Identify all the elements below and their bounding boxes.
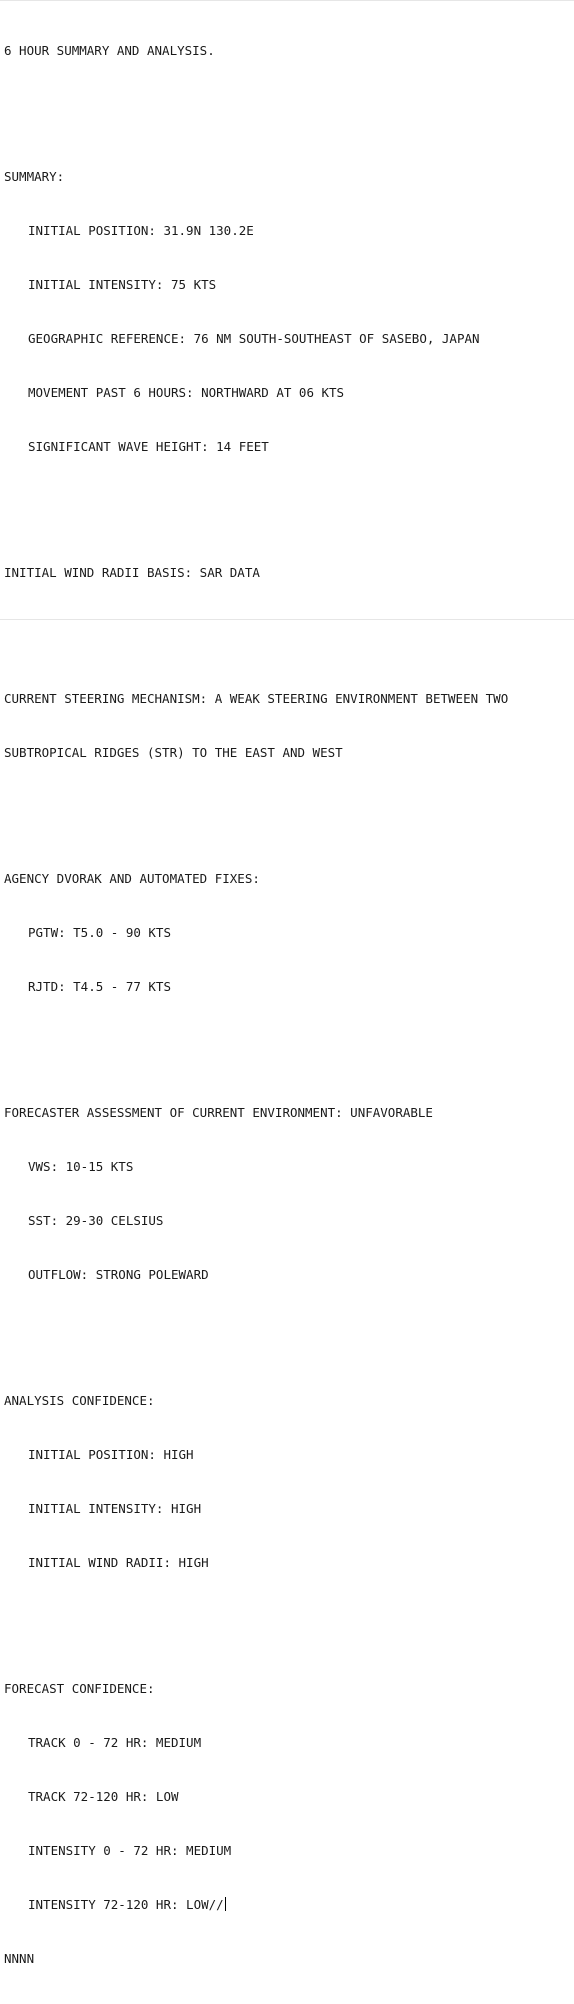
steering-line-1: CURRENT STEERING MECHANISM: A WEAK STEERING ENVIRONMENT BETWEEN TWO — [4, 691, 509, 706]
summary-heading: SUMMARY: — [4, 169, 65, 184]
sst-line: SST: 29-30 CELSIUS — [28, 1213, 164, 1228]
intensity-72-120-row — [4, 1896, 508, 1914]
blank-line — [4, 1320, 508, 1338]
pgtw-fix-line: PGTW: T5.0 - 90 KTS — [28, 925, 171, 940]
track-0-72-line: TRACK 0 - 72 HR: MEDIUM — [28, 1735, 202, 1750]
rjtd-fix-line: RJTD: T4.5 - 77 KTS — [28, 979, 171, 994]
top-divider — [0, 0, 574, 1]
forecast-confidence-heading: FORECAST CONFIDENCE: — [4, 1681, 155, 1696]
initial-position-line: INITIAL POSITION: 31.9N 130.2E — [28, 223, 254, 238]
bottom-divider — [0, 619, 574, 620]
initial-intensity-line: INITIAL INTENSITY: 75 KTS — [28, 277, 217, 292]
wind-radii-basis-line: INITIAL WIND RADII BASIS: SAR DATA — [4, 565, 260, 580]
bulletin-text[interactable] — [4, 6, 508, 2004]
blank-line — [4, 798, 508, 816]
analysis-wind-radii-line: INITIAL WIND RADII: HIGH — [28, 1555, 209, 1570]
environment-heading: FORECASTER ASSESSMENT OF CURRENT ENVIRONMENT: UNFAVORABLE — [4, 1105, 433, 1120]
footer-line: NNNN — [4, 1951, 35, 1966]
wave-height-line: SIGNIFICANT WAVE HEIGHT: 14 FEET — [28, 439, 269, 454]
blank-line — [4, 618, 508, 636]
intensity-72-120-line: INTENSITY 72-120 HR: LOW// — [28, 1897, 224, 1912]
blank-line — [4, 1608, 508, 1626]
header-line: 6 HOUR SUMMARY AND ANALYSIS. — [4, 43, 215, 58]
intensity-0-72-line: INTENSITY 0 - 72 HR: MEDIUM — [28, 1843, 232, 1858]
blank-line — [4, 96, 508, 114]
movement-line: MOVEMENT PAST 6 HOURS: NORTHWARD AT 06 KTS — [28, 385, 345, 400]
analysis-confidence-heading: ANALYSIS CONFIDENCE: — [4, 1393, 155, 1408]
geographic-reference-line: GEOGRAPHIC REFERENCE: 76 NM SOUTH-SOUTHEAST OF SASEBO, JAPAN — [28, 331, 480, 346]
analysis-intensity-line: INITIAL INTENSITY: HIGH — [28, 1501, 202, 1516]
outflow-line: OUTFLOW: STRONG POLEWARD — [28, 1267, 209, 1282]
track-72-120-line: TRACK 72-120 HR: LOW — [28, 1789, 179, 1804]
blank-line — [4, 1032, 508, 1050]
dvorak-heading: AGENCY DVORAK AND AUTOMATED FIXES: — [4, 871, 260, 886]
analysis-position-line: INITIAL POSITION: HIGH — [28, 1447, 194, 1462]
steering-line-2: SUBTROPICAL RIDGES (STR) TO THE EAST AND WEST — [4, 745, 343, 760]
text-cursor — [225, 1897, 226, 1911]
blank-line — [4, 492, 508, 510]
vws-line: VWS: 10-15 KTS — [28, 1159, 134, 1174]
